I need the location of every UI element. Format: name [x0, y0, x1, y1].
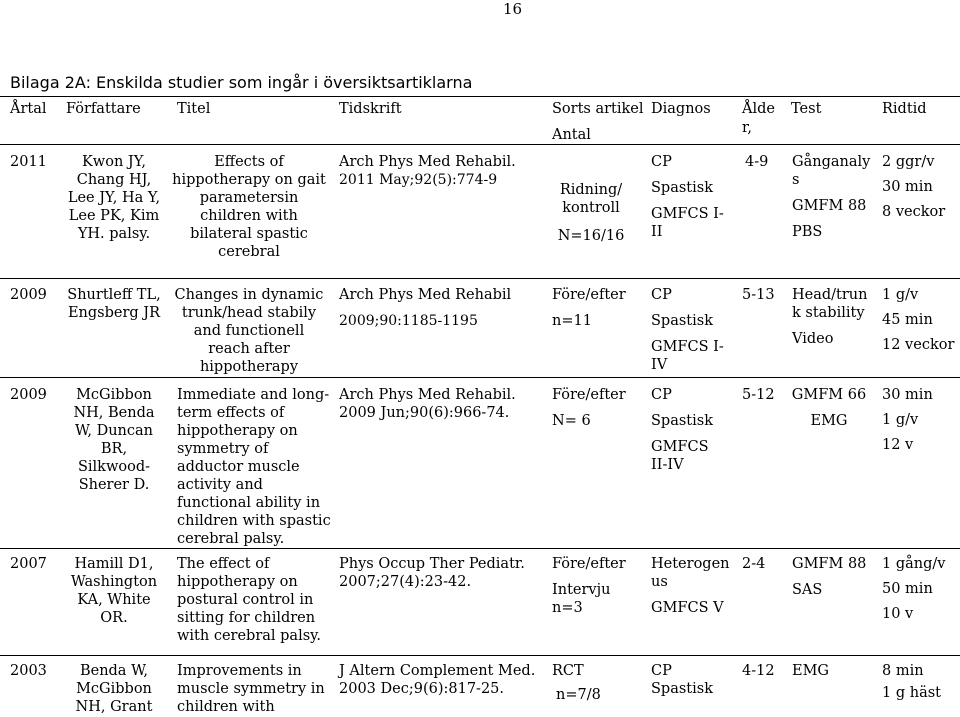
table-top-rule — [0, 96, 960, 97]
cell-title: Effects of hippotherapy on gait parametersin children with bilateral spastic cerebral — [172, 154, 326, 260]
cell-year: 2007 — [10, 556, 47, 572]
header-year: Årtal — [10, 101, 47, 117]
cell-title: Changes in dynamic trunk/head stabily and functionell reach after hippotherapy — [174, 287, 324, 375]
cell-time: 2 ggr/v 30 min 8 veckor — [882, 154, 946, 220]
cell-journal: J Altern Complement Med. 2003 Dec;9(6):817-25. — [339, 663, 536, 697]
header-bottom-rule — [0, 144, 960, 145]
cell-authors: Benda W, McGibbon NH, Grant — [75, 663, 153, 715]
cell-test: Gånganaly s GMFM 88 PBS — [792, 154, 871, 240]
cell-diagnosis: CP Spastisk GMFCS I- IV — [651, 287, 724, 373]
cell-year: 2011 — [10, 154, 47, 170]
cell-year: 2009 — [10, 387, 47, 403]
cell-time: 1 gång/v 50 min 10 v — [882, 556, 946, 622]
cell-time: 8 min 1 g häst — [882, 663, 941, 701]
cell-age: 5-12 — [742, 387, 775, 403]
header-authors: Författare — [66, 101, 141, 117]
header-diagnosis: Diagnos — [651, 101, 711, 117]
cell-time: 1 g/v 45 min 12 veckor — [882, 287, 955, 353]
cell-journal: Phys Occup Ther Pediatr. 2007;27(4):23-42. — [339, 556, 525, 590]
cell-journal: Arch Phys Med Rehabil. 2011 May;92(5):774-9 — [339, 154, 516, 188]
cell-diagnosis: CP Spastisk GMFCS I- II — [651, 154, 724, 240]
row-rule — [0, 278, 960, 279]
cell-year: 2009 — [10, 287, 47, 303]
cell-title: Improvements in muscle symmetry in children with — [177, 663, 325, 715]
cell-authors: Shurtleff TL, Engsberg JR — [67, 287, 161, 321]
row-rule — [0, 655, 960, 656]
cell-title: Immediate and long- term effects of hippotherapy on symmetry of adductor muscle activity and functional ability in children with spastic cerebral palsy. — [177, 387, 331, 547]
row-rule — [0, 548, 960, 549]
cell-type: Före/efter Intervju n=3 — [552, 556, 626, 616]
row-rule — [0, 377, 960, 378]
page-number: 16 — [503, 0, 523, 18]
cell-authors: Hamill D1, Washington KA, White OR. — [70, 556, 158, 626]
cell-time: 30 min 1 g/v 12 v — [882, 387, 933, 453]
cell-authors: McGibbon NH, Benda W, Duncan BR, Silkwood- Sherer D. — [73, 387, 155, 493]
cell-title: The effect of hippotherapy on postural control in sitting for children with cerebral palsy. — [177, 556, 322, 644]
cell-journal: Arch Phys Med Rehabil 2009;90:1185-1195 — [339, 287, 512, 329]
header-journal: Tidskrift — [339, 101, 402, 117]
cell-test: GMFM 88 SAS — [792, 556, 867, 598]
header-test: Test — [791, 101, 822, 117]
cell-type: Före/efter n=11 — [552, 287, 626, 329]
cell-age: 5-13 — [742, 287, 775, 303]
header-age-cont: r, — [742, 120, 752, 136]
cell-diagnosis: CP Spastisk — [651, 663, 713, 697]
header-time: Ridtid — [882, 101, 927, 117]
cell-age: 2-4 — [742, 556, 766, 572]
cell-type: RCT n=7/8 — [552, 663, 601, 703]
header-age: Ålde — [742, 101, 775, 117]
header-count: Antal — [552, 127, 591, 143]
cell-authors: Kwon JY, Chang HJ, Lee JY, Ha Y, Lee PK, Kim YH. palsy. — [67, 154, 161, 242]
cell-type: Ridning/ kontroll N=16/16 — [557, 182, 625, 244]
cell-age: 4-12 — [742, 663, 775, 679]
cell-type: Före/efter N= 6 — [552, 387, 626, 429]
appendix-heading: Bilaga 2A: Enskilda studier som ingår i översiktsartiklarna — [10, 73, 473, 92]
cell-test: Head/trun k stability Video — [792, 287, 868, 347]
header-type: Sorts artikel — [552, 101, 644, 117]
cell-test: EMG — [792, 663, 830, 679]
cell-year: 2003 — [10, 663, 47, 679]
cell-test: GMFM 66 EMG — [791, 387, 867, 429]
cell-age: 4-9 — [745, 154, 769, 170]
cell-diagnosis: CP Spastisk GMFCS II-IV — [651, 387, 713, 473]
cell-diagnosis: Heterogen us GMFCS V — [651, 556, 730, 616]
header-title: Titel — [177, 101, 211, 117]
cell-journal: Arch Phys Med Rehabil. 2009 Jun;90(6):966-74. — [339, 387, 516, 421]
